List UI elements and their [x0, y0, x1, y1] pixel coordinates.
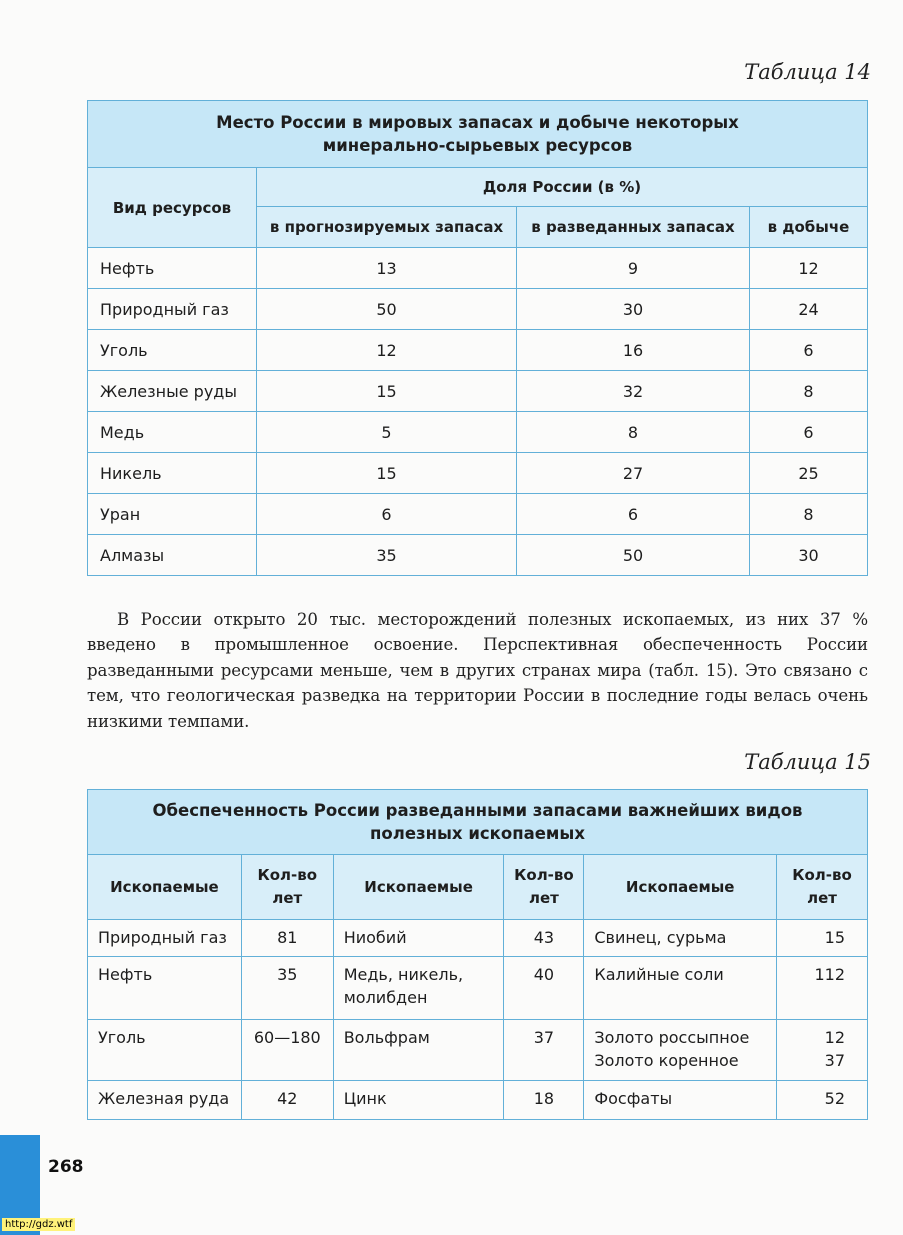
mineral-name-line: Золото коренное [594, 1051, 739, 1070]
mineral-name: Цинк [333, 1081, 504, 1120]
column-header-forecast-reserves: в прогнозируемых запасах [257, 207, 517, 248]
explored-value: 32 [517, 371, 750, 412]
forecast-value: 12 [257, 330, 517, 371]
years-value: 35 [241, 957, 333, 1020]
production-value: 6 [750, 412, 868, 453]
production-value: 6 [750, 330, 868, 371]
years-value: 15 [777, 920, 868, 957]
column-header-resource: Вид ресурсов [88, 168, 257, 248]
table-row [88, 494, 868, 535]
table-row [88, 289, 868, 330]
production-value: 8 [750, 371, 868, 412]
column-header-years: Кол-во лет [777, 855, 868, 920]
resource-name: Уголь [88, 330, 257, 371]
mineral-name: Медь, никель, молибден [333, 957, 504, 1020]
years-value [777, 1020, 868, 1081]
mineral-name: Калийные соли [584, 957, 777, 1020]
years-value: 18 [504, 1081, 584, 1120]
production-value: 24 [750, 289, 868, 330]
forecast-value: 15 [257, 453, 517, 494]
table-row [88, 453, 868, 494]
explored-value: 27 [517, 453, 750, 494]
years-value: 40 [504, 957, 584, 1020]
production-value: 25 [750, 453, 868, 494]
explored-value: 50 [517, 535, 750, 576]
resource-name: Никель [88, 453, 257, 494]
forecast-value: 15 [257, 371, 517, 412]
body-paragraph: В России открыто 20 тыс. месторождений полезных ископаемых, из них 37 % введено в промышленное освоение. Перспективная обеспеченность России разведанными ресурсами меньше, чем в других странах мира (табл. 15). Это связано с тем, что геологическая разведка на территории России в последние годы велась очень низкими темпами. [87, 610, 868, 731]
production-value: 30 [750, 535, 868, 576]
table-row [88, 248, 868, 289]
forecast-value: 35 [257, 535, 517, 576]
explored-value: 30 [517, 289, 750, 330]
table-row [88, 920, 868, 957]
column-header-years: Кол-во лет [241, 855, 333, 920]
table-row [88, 330, 868, 371]
forecast-value: 13 [257, 248, 517, 289]
years-value: 60—180 [241, 1020, 333, 1081]
mineral-name: Свинец, сурьма [584, 920, 777, 957]
years-value: 81 [241, 920, 333, 957]
table-14-caption: Таблица 14 [744, 60, 871, 84]
explored-value: 8 [517, 412, 750, 453]
years-value-line: 37 [824, 1051, 845, 1070]
mineral-name: Вольфрам [333, 1020, 504, 1081]
column-header-explored-reserves: в разведанных запасах [517, 207, 750, 248]
years-value: 52 [777, 1081, 868, 1120]
mineral-name: Природный газ [88, 920, 242, 957]
years-value-line: 12 [824, 1028, 845, 1047]
resource-name: Алмазы [88, 535, 257, 576]
table-15-title: Обеспеченность России разведанными запасами важнейших видов полезных ископаемых [88, 790, 868, 855]
resource-name: Железные руды [88, 371, 257, 412]
table-row [88, 957, 868, 1020]
explored-value: 9 [517, 248, 750, 289]
resource-name: Уран [88, 494, 257, 535]
forecast-value: 6 [257, 494, 517, 535]
production-value: 8 [750, 494, 868, 535]
mineral-name-line: Золото россыпное [594, 1028, 750, 1047]
table-row [88, 371, 868, 412]
column-header-production: в добыче [750, 207, 868, 248]
explored-value: 6 [517, 494, 750, 535]
forecast-value: 50 [257, 289, 517, 330]
production-value: 12 [750, 248, 868, 289]
column-header-mineral: Ископаемые [333, 855, 504, 920]
column-header-years: Кол-во лет [504, 855, 584, 920]
years-value: 112 [777, 957, 868, 1020]
forecast-value: 5 [257, 412, 517, 453]
explored-value: 16 [517, 330, 750, 371]
table-row [88, 535, 868, 576]
page-number: 268 [48, 1157, 84, 1177]
table-row [88, 1020, 868, 1081]
resource-name: Нефть [88, 248, 257, 289]
mineral-name [584, 1020, 777, 1081]
table-14 [87, 100, 868, 576]
mineral-name: Ниобий [333, 920, 504, 957]
years-value: 37 [504, 1020, 584, 1081]
column-header-mineral: Ископаемые [584, 855, 777, 920]
mineral-name: Нефть [88, 957, 242, 1020]
column-header-russia-share: Доля России (в %) [257, 168, 868, 207]
resource-name: Природный газ [88, 289, 257, 330]
mineral-name: Железная руда [88, 1081, 242, 1120]
column-header-mineral: Ископаемые [88, 855, 242, 920]
table-14-title: Место России в мировых запасах и добыче некоторых минерально-сырьевых ресурсов [88, 101, 868, 168]
table-15-caption: Таблица 15 [744, 750, 871, 774]
table-row [88, 412, 868, 453]
resource-name: Медь [88, 412, 257, 453]
mineral-name: Фосфаты [584, 1081, 777, 1120]
table-15 [87, 789, 868, 1120]
mineral-name: Уголь [88, 1020, 242, 1081]
years-value: 43 [504, 920, 584, 957]
table-row [88, 1081, 868, 1120]
years-value: 42 [241, 1081, 333, 1120]
watermark: http://gdz.wtf [2, 1218, 75, 1231]
